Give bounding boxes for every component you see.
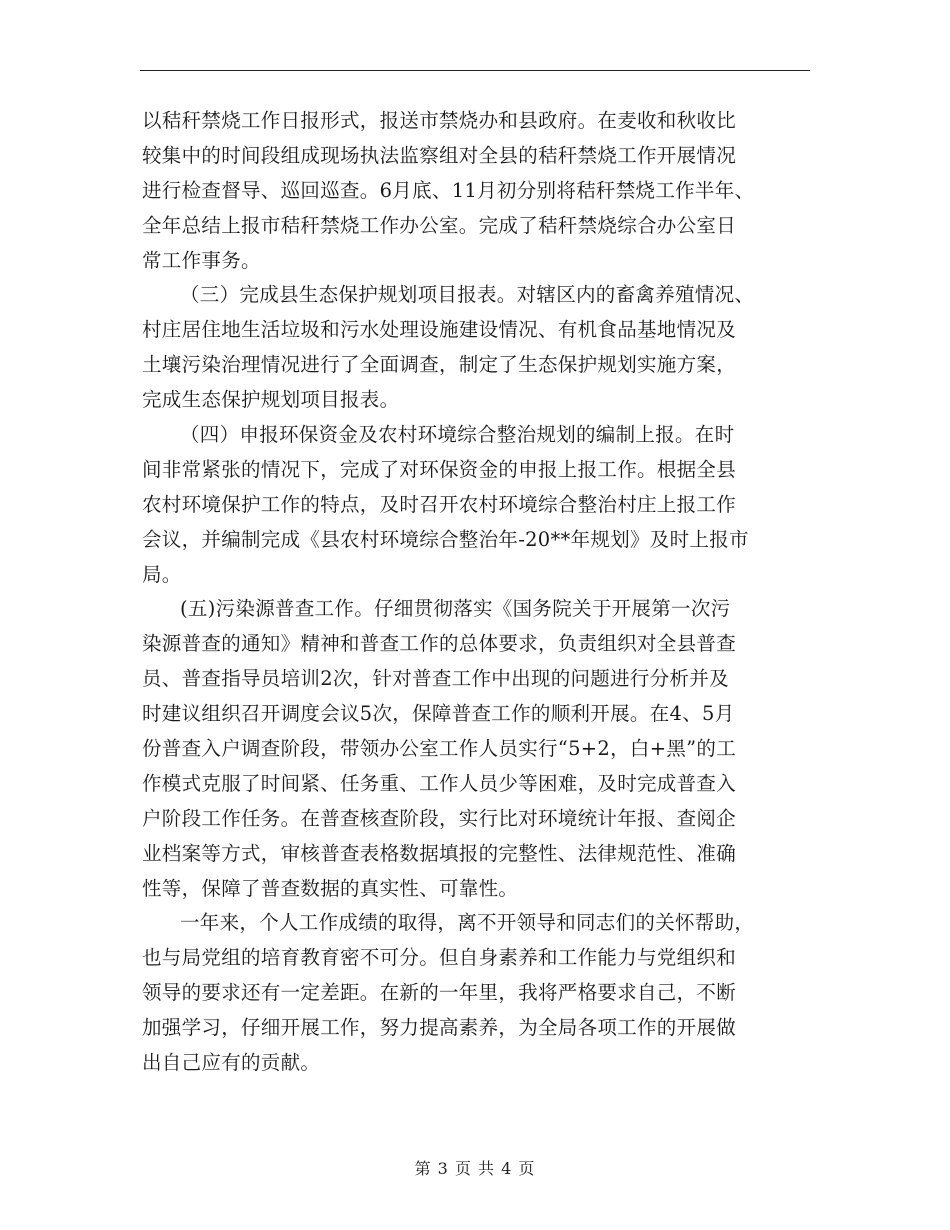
body-line: 染源普查的通知》精神和普查工作的总体要求，负责组织对全县普查 bbox=[142, 632, 737, 656]
body-line: 作模式克服了时间紧、任务重、工作人员少等困难，及时完成普查入 bbox=[142, 771, 737, 795]
body-line: 业档案等方式，审核普查表格数据填报的完整性、法律规范性、准确 bbox=[142, 841, 737, 865]
body-line: 员、普查指导员培训2次，针对普查工作中出现的问题进行分析并及 bbox=[142, 667, 729, 691]
document-body bbox=[142, 104, 810, 1081]
body-line: 户阶段工作任务。在普查核查阶段，实行比对环境统计年报、查阅企 bbox=[142, 806, 737, 830]
body-line: 性等，保障了普查数据的真实性、可靠性。 bbox=[142, 876, 519, 900]
body-line: 较集中的时间段组成现场执法监察组对全县的秸秆禁烧工作开展情况 bbox=[142, 143, 737, 167]
body-line: 进行检查督导、巡回巡查。6月底、11月初分别将秸秆禁烧工作半年、 bbox=[142, 178, 755, 202]
body-line: (五)污染源普查工作。仔细贯彻落实《国务院关于开展第一次污 bbox=[180, 597, 731, 621]
body-line: 常工作事务。 bbox=[142, 248, 261, 272]
body-line: 村庄居住地生活垃圾和污水处理设施建设情况、有机食品基地情况及 bbox=[142, 318, 737, 342]
body-line: 以秸秆禁烧工作日报形式，报送市禁烧办和县政府。在麦收和秋收比 bbox=[142, 109, 737, 132]
page-footer: 第 3 页 共 4 页 bbox=[414, 1159, 536, 1178]
body-line: 间非常紧张的情况下，完成了对环保资金的申报上报工作。根据全县 bbox=[142, 457, 737, 481]
body-line: 局。 bbox=[142, 562, 182, 586]
body-line: 全年总结上报市秸秆禁烧工作办公室。完成了秸秆禁烧综合办公室日 bbox=[142, 213, 737, 237]
body-line: 领导的要求还有一定差距。在新的一年里，我将严格要求自己，不断 bbox=[142, 981, 737, 1005]
body-line: 农村环境保护工作的特点，及时召开农村环境综合整治村庄上报工作 bbox=[142, 492, 737, 516]
body-line: 完成生态保护规划项目报表。 bbox=[142, 388, 400, 412]
header-rule bbox=[140, 70, 810, 71]
body-line: 会议，并编制完成《县农村环境综合整治年-20**年规划》及时上报市 bbox=[142, 527, 749, 551]
body-line: （三）完成县生态保护规划项目报表。对辖区内的畜禽养殖情况、 bbox=[180, 283, 755, 307]
body-line: 也与局党组的培育教育密不可分。但自身素养和工作能力与党组织和 bbox=[142, 946, 737, 970]
body-line: 时建议组织召开调度会议5次，保障普查工作的顺利开展。在4、5月 bbox=[142, 702, 735, 726]
body-line: 出自己应有的贡献。 bbox=[142, 1051, 321, 1075]
body-line: 土壤污染治理情况进行了全面调查，制定了生态保护规划实施方案， bbox=[142, 353, 737, 377]
body-line: （四）申报环保资金及农村环境综合整治规划的编制上报。在时 bbox=[180, 423, 735, 447]
body-line: 份普查入户调查阶段，带领办公室工作人员实行“5+2，白+黑”的工 bbox=[142, 737, 737, 761]
body-line: 一年来，个人工作成绩的取得，离不开领导和同志们的关怀帮助， bbox=[180, 911, 755, 935]
body-line: 加强学习，仔细开展工作，努力提高素养，为全局各项工作的开展做 bbox=[142, 1016, 737, 1040]
